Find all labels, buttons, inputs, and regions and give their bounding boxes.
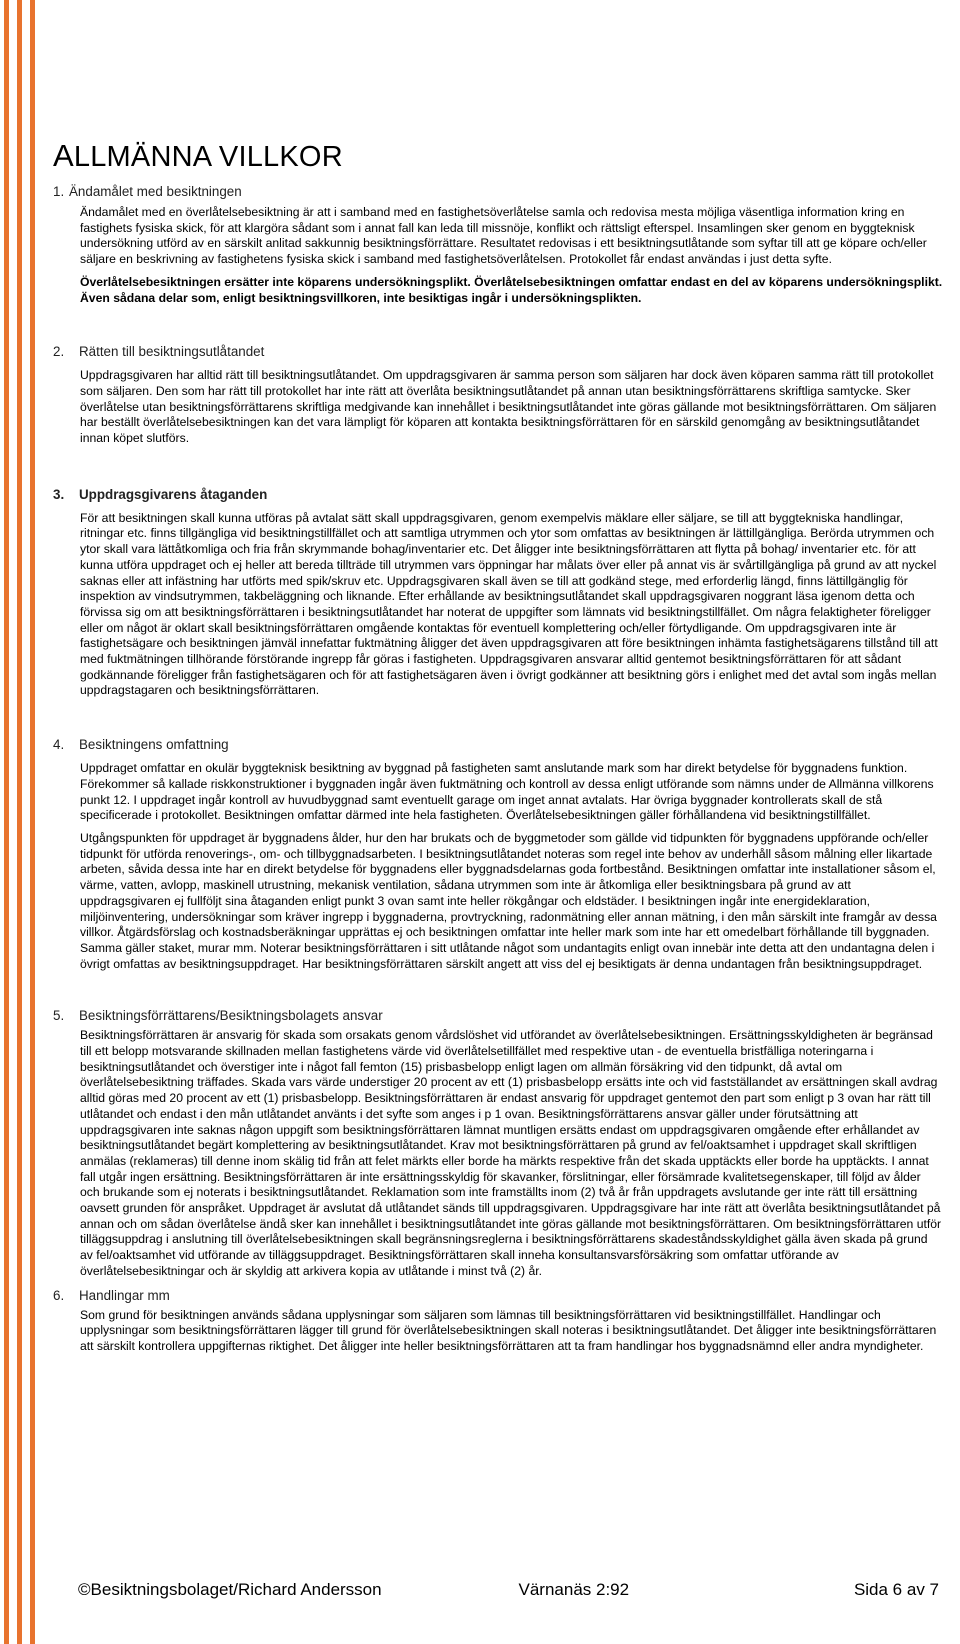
- section-number: 6.: [53, 1287, 65, 1303]
- paragraph: Utgångspunkten för uppdraget är byggnadens ålder, hur den har brukats och de byggmetoder som gällde vid tidpunkten för byggnadens uppförande och/eller tidpunkt för utförda renoverings-, om- och tillbyggnadsarbeten. I besiktningsutlåtandet noteras som regel inte behov av underhåll såsom målning eller likartade arbeten, såvida dessa inte har en direkt betydelse för byggnadens eller byggnadsdelarnas goda fortbestånd. Besiktningen omfattar inte installationer såsom el, värme, vatten, avlopp, maskinell utrustning, mekanisk ventilation, sådana utrymmen som inte är åtkomliga eller besiktningsbara på grund av att uppdragsgivaren ej fullföljt sina åtaganden enligt punkt 3 ovan samt inte heller rökgångar och eldstäder. I besiktningen ingår inte energideklaration, miljöinventering, undersökningar som kräver ingrepp i byggnaderna, provtryckning, radonmätning eller annan mätning, i den mån särskilt inte framgår av dessa villkor. Åtgärdsförslag och kostnadsberäkningar upprättas ej och besiktningen omfattar inte heller mark som inte har ett omedelbart förhållande till byggnaden. Samma gäller staket, murar mm. Noterar besiktningsförrättaren i sitt utlåtande något som undantagits enligt ovan innebär inte detta att den undantagna delen i övrigt omfattas av besiktningsuppdraget. Har besiktningsförrättaren särskilt angett att viss del ej besiktigats är denna undantagen från besiktningsuppdraget.: [80, 830, 937, 971]
- section-5: [53, 1008, 943, 1279]
- section-body: [53, 761, 943, 972]
- title-initial: A: [53, 138, 74, 173]
- section-6: [53, 1288, 943, 1355]
- section-title: Ändamålet med besiktningen: [69, 184, 242, 199]
- paragraph: Besiktningsförrättaren är ansvarig för skada som orsakats genom vårdslöshet vid utförandet av överlåtelsebesiktningen. Ersättningsskyldigheten är begränsad till ett belopp motsvarande skillnaden mellan fastighetens värde vid överlåtelsetillfället med respektive utan - de eventuella bristfälliga noteringarna i besiktningsutlåtandet och överstiger inte i något fall femton (15) prisbasbelopp enligt lagen om allmän försäkring vid den tidpunkt, då avtal om överlåtelsebesiktning träffades. Skada vars värde understiger 20 procent av ett (1) prisbasbelopp ersätts inte och vid fastställandet av ersättningen skall avdrag alltid göras med 20 procent av ett (1) prisbasbelopp. Besiktningsförrättaren är endast ansvarig för uppdraget gentemot den part som enligt p 3 ovan har rätt till utlåtandet och endast i den mån utlåtandet använts i det syfte som anges i p 1 ovan. Besiktningsförrättarens ansvar gäller under förutsättning att uppdragsgivaren inte saknas någon uppgift som besiktningsförrättaren lämnat muntligen ersätts endast om uppdragsgivaren omgående efter erhållandet av besiktningsutlåtandet begärt komplettering av besiktningsutlåtandet. Krav mot besiktningsförrättaren på grund av fel/oaktsamhet i uppdraget skall skriftligen anmälas (reklameras) till denne inom skälig tid från att felet märkts eller borde ha märkts respektive från det skada upptäckts eller borde ha upptäckts. I annat fall utgår ingen ersättning. Besiktningsförrättaren är inte ersättningsskyldig för skavanker, förslitningar, eller försämrade kvalitetsegenskaper, till följd av ålder och brukande som ej noterats i besiktningsutlåtandet. Reklamation som inte framställts inom (2) två år från uppdragets avslutande ger inte rätt till ersättning oavsett grunden för anspråket. Uppdraget är avslutat då utlåtandet sänds till uppdragsgivaren. Uppdragsgivare har inte rätt att överlåta besiktningsutlåtandet på annan och om sådan överlåtelse ändå sker kan innehållet i besiktningsutlåtandet inte göras gällande mot besiktningsförrättaren. Om besiktningsförrättaren utför tilläggsuppdrag i anslutning till överlåtelsebesiktningen skall begränsningsreglerna i besiktningsförrättarens skadeståndsskyldighet gälla även skada på grund av fel/oaktsamhet vid utförande av tilläggsuppdraget. Besiktningsförrättaren skall inneha konsultansvarsförsäkring som omfattar utförande av överlåtelsebesiktningar och är skyldig att arkivera kopia av utlåtande i minst två (2) år.: [80, 1028, 942, 1278]
- section-title: Handlingar mm: [79, 1287, 170, 1303]
- section-body: [53, 368, 943, 447]
- section-number: 2.: [53, 344, 65, 360]
- section-heading: [53, 1288, 943, 1304]
- title-rest: LLMÄNNA VILLKOR: [73, 141, 343, 173]
- section-body: [53, 205, 943, 306]
- section-heading: [53, 344, 943, 360]
- paragraph-bold: Överlåtelsebesiktningen ersätter inte köparens undersökningsplikt. Överlåtelsebesiktningen omfattar endast en del av köparens undersökningsplikt. Även sådana delar som, enligt besiktningsvillkoren, inte besiktigas ingår i undersökningsplikten.: [80, 274, 943, 305]
- paragraph: Uppdraget omfattar en okulär byggteknisk besiktning av byggnad på fastigheten samt anslutande mark som har direkt betydelse för byggnadens funktion. Förekommer så kallade riskkonstruktioner i byggnaden ingår även fuktmätning och kontroll av dessa enligt utförande som nämns under de Allmänna villkorens punkt 12. I uppdraget ingår kontroll av huvudbyggnad samt eventuellt garage om inget annat avtalats. Har övriga byggnader kontrollerats skall de stå specificerade i protokollet. Besiktningen omfattar därmed inte hela fastigheten. Överlåtelsebesiktningen gäller förhållandena vid besiktningstillfället.: [80, 761, 934, 823]
- section-title: Rätten till besiktningsutlåtandet: [79, 344, 265, 360]
- section-title: Uppdragsgivarens åtaganden: [79, 486, 268, 502]
- footer-copyright: ©Besiktningsbolaget/Richard Andersson: [78, 1580, 382, 1599]
- stripe-left: [4, 0, 9, 1644]
- section-body: [53, 1028, 943, 1279]
- section-number: 1.: [53, 184, 65, 199]
- section-1: [53, 184, 943, 306]
- section-body: [53, 511, 943, 699]
- paragraph: För att besiktningen skall kunna utföras på avtalat sätt skall uppdragsgivaren, genom exempelvis mäklare eller säljare, se till att byggtekniska handlingar, ritningar etc. finns tillgängliga vid besiktningstillfället och att samtliga utrymmen och ytor som omfattas av besiktningen är lättillgängliga. Berörda utrymmen och ytor skall vara lättåtkomliga och fria från skrymmande bohag/inventarier etc. Det åligger inte besiktningsförrättaren att flytta på bohag/ inventarier etc. för att kunna utföra uppdraget och ej heller att bereda tillträde till utrymmen vars öppningar har målats över eller på annat vis är svårtillgängliga på grund av att nyckel saknas eller att infästning har utförts med spik/skruv etc. Uppdragsgivaren skall även se till att godkänd stege, med erforderlig längd, finns lättillgänglig för inspektion av vindsutrymmen, takbeläggning och liknande. Efter erhållande av besiktningsutlåtandet skall uppdragsgivaren noggrant läsa igenom detta och förvissa sig om att besiktningsförrättaren i besiktningsutlåtandet har noterat de uppgifter som lämnats vid besiktningstillfället. Om några felaktigheter föreligger eller om något är oklart skall besiktningsförrättaren omgående kontaktas för eventuell komplettering och/eller förtydligande. Om uppdragsgivaren inte är fastighetsägare och besiktningen jämväl innefattar fuktmätning åligger det även uppdragsgivaren att före besiktningen inhämta fastighetsägarens tillstånd till att med fuktmätningen tillhörande förstörande ingrepp får göras i fastigheten. Uppdragsgivaren ansvarar alltid gentemot besiktningsförrättaren för att sådant godkännande föreligger från fastighetsägaren och för att fastighetsägaren även i övrigt godkänner att besiktning görs i enlighet med det avtal som ingås mellan uppdragstagaren och besiktningsförrättaren.: [80, 510, 938, 698]
- section-heading: [53, 1008, 943, 1024]
- footer-property: Värnanäs 2:92: [518, 1580, 630, 1599]
- section-4: [53, 737, 943, 972]
- document-page: [53, 138, 943, 1355]
- stripe-middle: [17, 0, 22, 1644]
- section-2: [53, 344, 943, 447]
- section-title: Besiktningens omfattning: [79, 737, 229, 753]
- section-heading: [53, 737, 943, 753]
- section-heading: [53, 487, 943, 503]
- stripe-right: [30, 0, 35, 1644]
- section-number: 4.: [53, 737, 65, 753]
- section-number: 5.: [53, 1008, 65, 1024]
- page-footer: [78, 1580, 960, 1600]
- section-3: [53, 487, 943, 699]
- footer-page-number: Sida 6 av 7: [853, 1580, 939, 1599]
- paragraph: Ändamålet med en överlåtelsebesiktning är att i samband med en fastighetsöverlåtelse samla och redovisa mesta möjliga väsentliga information kring en fastighets fysiska skick, för att klargöra sådant som i annat fall kan leda till missnöje, konflikt och rättsligt efterspel. Insamlingen sker genom en byggteknisk undersökning utförd av en särskilt anlitad sakkunnig besiktningsförrättare. Resultatet redovisas i ett besiktningsutlåtande som syftar till att ge köpare och/eller säljare en beskrivning av fastighetens fysiska skick i samband med fastighetsöverlåtelsen. Protokollet får endast användas i just detta syfte.: [80, 205, 927, 267]
- section-body: [53, 1308, 943, 1355]
- paragraph: Som grund för besiktningen används sådana upplysningar som säljaren som lämnas till besiktningsförrättaren vid besiktningstillfället. Handlingar och upplysningar som besiktningsförrättaren lägger till grund för överlåtelsebesiktningen skall noteras i besiktningsutlåtandet. Det åligger inte besiktningsförrättaren att särskilt kontrollera uppgifternas riktighet. Det åligger inte heller besiktningsförrättaren att ta fram handlingar hos byggnadsnämnd eller andra myndigheter.: [80, 1307, 937, 1353]
- decorative-side-stripes: [0, 0, 44, 1644]
- section-number: 3.: [53, 486, 65, 502]
- section-title: Besiktningsförrättarens/Besiktningsbolagets ansvar: [79, 1008, 383, 1024]
- section-heading: [53, 184, 943, 200]
- paragraph: Uppdragsgivaren har alltid rätt till besiktningsutlåtandet. Om uppdragsgivaren är samma person som säljaren har dock även köparen samma rätt till protokollet som säljaren. Den som har rätt till protokollet har inte rätt att överlåta besiktningsutlåtandet på annan utan besiktningsförrättarens skriftliga samtycke. Sker överlåtelse utan besiktningsförrättarens skriftliga medgivande kan innehållet i besiktningsutlåtandet inte göras gällande mot besiktningsförrättaren. Om säljaren har beställt överlåtelsebesiktningen kan det vara lämpligt för köparen att kontakta besiktningsförrättaren för en särskild genomgång av besiktningsutlåtandet innan köpet slutförs.: [80, 368, 937, 446]
- page-title: [53, 138, 943, 174]
